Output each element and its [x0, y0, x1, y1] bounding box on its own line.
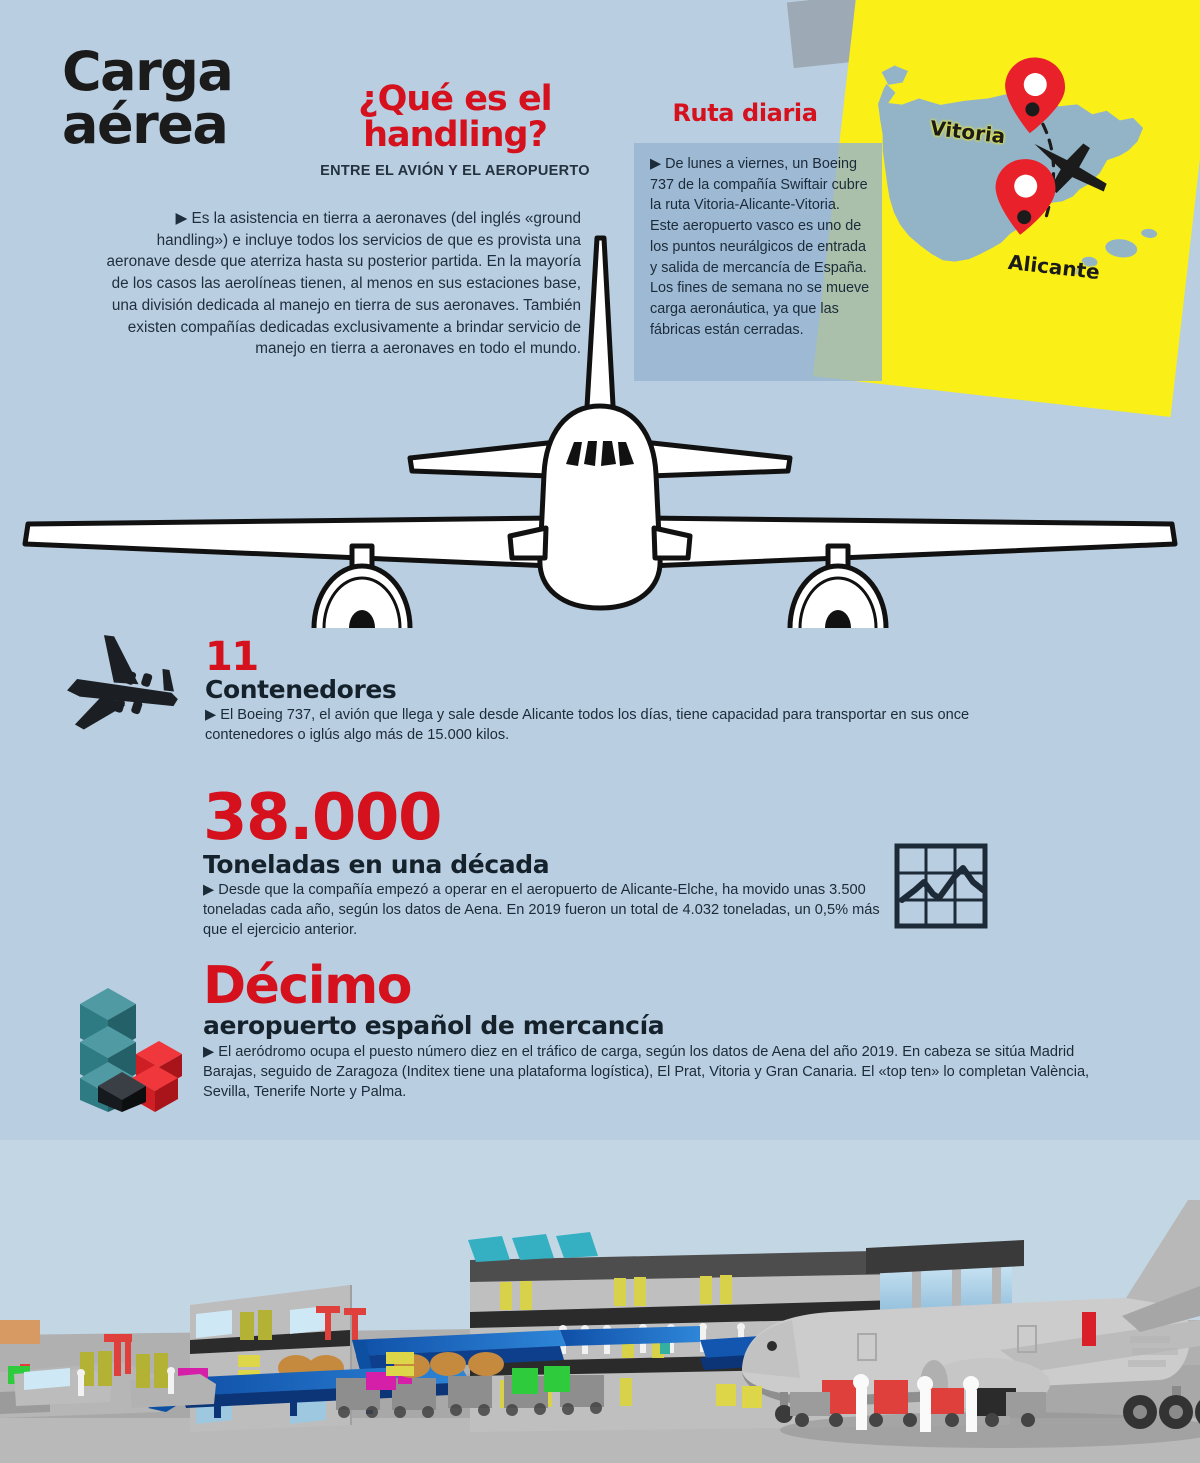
stat-number-contenedores: 11	[205, 634, 258, 680]
airplane-fuselage	[540, 406, 660, 608]
airplane-silhouette-icon	[58, 634, 190, 746]
stat-body-decimo: ▶ El aeródromo ocupa el puesto número diez en el tráfico de carga, según los datos de Aena del año 2019. En cabeza se sitúa Madrid Barajas, seguido de Zaragoza (Inditex tiene una plataforma logística), El Prat, Vitoria y Gran Canaria. El «top ten» lo completan València, Sevilla, Tenerife Norte y Palma.	[203, 1043, 1090, 1100]
ruta-diaria-box	[634, 143, 882, 381]
stat-body-contenedores: ▶ El Boeing 737, el avión que llega y sale desde Alicante todos los días, tiene capacidad para transportar en sus once contenedores o iglús algo más de 15.000 kilos.	[205, 707, 970, 744]
airplane-wing-left	[25, 518, 556, 566]
airport-cargo-terminal-scene	[0, 1140, 1200, 1463]
stat-lead-toneladas: Toneladas en una década	[203, 849, 550, 879]
map-label-alicante: Alicante	[1006, 249, 1101, 285]
airplane-wing-root-right	[654, 528, 690, 558]
airplane-wing-right	[644, 518, 1175, 566]
galicia-shape	[880, 64, 908, 87]
handling-subheading: ENTRE EL AVIÓN Y EL AEROPUERTO	[320, 163, 590, 180]
page-title-line-2: aérea	[62, 92, 228, 156]
stat-body-toneladas: ▶ Desde que la compañía empezó a operar en el aeropuerto de Alicante-Elche, ha movido unas 3.500 toneladas cada año, según los datos de Aena. En 2019 fueron un total de 4.032 toneladas, un 0,5% más que el ejercicio anterior.	[203, 882, 880, 939]
stat-block-toneladas	[203, 781, 903, 940]
handling-heading-line-2: handling?	[363, 114, 547, 155]
handling-heading-group	[320, 79, 590, 180]
stat-block-contenedores	[205, 634, 1035, 746]
ruta-diaria-heading: Ruta diaria	[672, 99, 818, 127]
stat-number-decimo: Décimo	[203, 956, 411, 1016]
ruta-diaria-body-text: ▶ De lunes a viernes, un Boeing 737 de la compañía Swiftair cubre la ruta Vitoria-Alicante-Vitoria. Este aeropuerto vasco es uno de los puntos neurálgicos de entrada y salida de mercancía de España. Los fines de semana no se mueve carga aeronáutica, ya que las fábricas están cerradas.	[650, 156, 870, 338]
map-label-vitoria: Vitoria	[928, 115, 1007, 149]
stat-block-decimo	[203, 956, 1123, 1102]
menorca-shape	[1141, 228, 1158, 239]
cargo-boxes-icon	[62, 962, 202, 1112]
aircraft-tail-stripe	[1082, 1312, 1096, 1346]
page-title	[62, 40, 233, 156]
stat-lead-decimo: aeropuerto español de mercancía	[203, 1011, 665, 1041]
handling-body-text: ▶ Es la asistencia en tierra a aeronaves (del inglés «ground handling») e incluye todos los servicios de que es provista una aeronave desde que aterriza hasta su posterior partida. En la mayoría de los casos las aerolíneas tienen, al menos en sus estaciones base, una división dedicada al manejo en tierra de sus aeronaves. También existen compañías dedicadas exclusivamente a brindar servicio de manejo en tierra a aeronaves en todo el mundo.	[106, 210, 581, 358]
aircraft-cockpit-window	[767, 1341, 777, 1351]
stat-number-toneladas: 38.000	[203, 781, 441, 855]
page-title-line-1: Carga	[62, 40, 233, 103]
airplane-tail-fin	[586, 238, 614, 424]
mallorca-shape	[1104, 238, 1138, 260]
stat-lead-contenedores: Contenedores	[205, 675, 397, 704]
airplane-wing-root-left	[510, 528, 546, 558]
handling-heading-line-1: ¿Qué es el	[358, 79, 552, 119]
line-chart-icon	[893, 840, 989, 936]
